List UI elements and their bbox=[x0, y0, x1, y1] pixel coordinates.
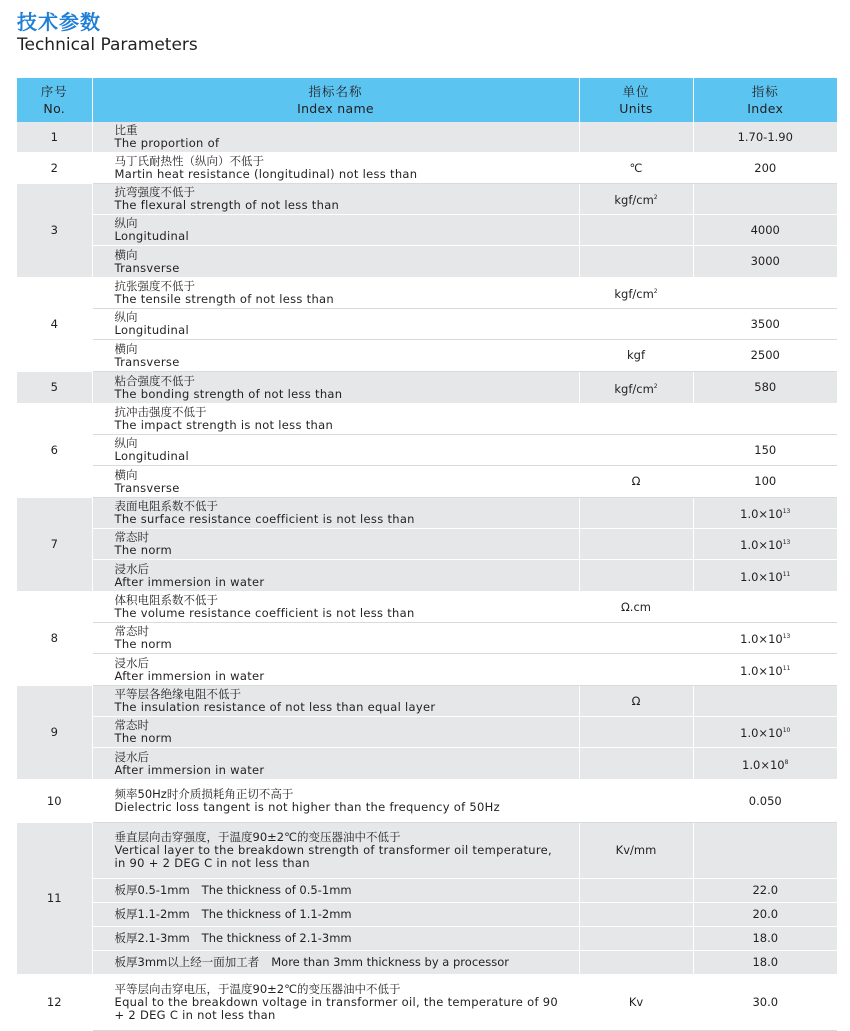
parameter-unit bbox=[579, 122, 693, 153]
parameter-value bbox=[693, 184, 837, 215]
parameter-unit bbox=[579, 529, 693, 560]
table-row bbox=[17, 748, 837, 780]
parameter-unit: kgf/$cm^2$ bbox=[579, 184, 693, 215]
table-row bbox=[17, 592, 837, 623]
parameter-unit bbox=[579, 498, 693, 529]
parameter-value: 0.050 bbox=[693, 780, 837, 823]
table-row bbox=[17, 340, 837, 372]
table-row bbox=[17, 435, 837, 466]
parameter-unit: kgf bbox=[579, 340, 693, 372]
row-number: 8 bbox=[17, 592, 92, 686]
parameter-name: 垂直层向击穿强度，于温度90±2℃的变压器油中不低于 Vertical layer to the breakdown strength of transformer oil temperature, in 90 + 2 DEG C in not less than bbox=[92, 823, 579, 879]
parameter-name: 平等层各绝缘电阻不低于 The insulation resistance of not less than equal layer bbox=[92, 686, 579, 717]
row-number: 6 bbox=[17, 404, 92, 498]
parameter-value: 150 bbox=[693, 435, 837, 466]
table-row bbox=[17, 498, 837, 529]
parameter-name: 平等层向击穿电压，于温度90±2℃的变压器油中不低于 Equal to the breakdown voltage in transformer oil, the temperature of 90 + 2 DEG C in not less than bbox=[92, 975, 579, 1031]
parameter-name: 纵向 Longitudinal bbox=[92, 435, 579, 466]
parameter-unit bbox=[579, 215, 693, 246]
row-number: 10 bbox=[17, 780, 92, 823]
parameter-name: 常态时 The norm bbox=[92, 717, 579, 748]
parameter-unit: Kv bbox=[579, 975, 693, 1031]
parameter-name: 纵向 Longitudinal bbox=[92, 309, 579, 340]
column-header-index: 指标 Index bbox=[693, 78, 837, 122]
column-header-no: 序号 No. bbox=[17, 78, 92, 122]
parameter-value bbox=[693, 278, 837, 309]
parameter-value: 100 bbox=[693, 466, 837, 498]
table-row bbox=[17, 560, 837, 592]
parameter-name: 常态时 The norm bbox=[92, 529, 579, 560]
parameter-value: $1.0\times 10^{11}$ bbox=[693, 560, 837, 592]
table-row bbox=[17, 184, 837, 215]
parameter-value bbox=[693, 404, 837, 435]
technical-parameters-table bbox=[17, 78, 837, 1031]
parameter-value: 580 bbox=[693, 372, 837, 404]
parameter-value: 3500 bbox=[693, 309, 837, 340]
parameter-unit: Ω bbox=[579, 466, 693, 498]
parameter-name: 比重 The proportion of bbox=[92, 122, 579, 153]
parameter-unit bbox=[579, 435, 693, 466]
table-row bbox=[17, 975, 837, 1031]
table-row bbox=[17, 404, 837, 435]
parameter-value: $1.0\times 10^{13}$ bbox=[693, 623, 837, 654]
column-header-index-name: 指标名称 Index name bbox=[92, 78, 579, 122]
row-number: 1 bbox=[17, 122, 92, 153]
table-header-row bbox=[17, 78, 837, 122]
parameter-name: 抗弯强度不低于 The flexural strength of not less than bbox=[92, 184, 579, 215]
table-row bbox=[17, 215, 837, 246]
parameter-value: 18.0 bbox=[693, 927, 837, 951]
parameter-value bbox=[693, 823, 837, 879]
table-row bbox=[17, 717, 837, 748]
parameter-name: 抗冲击强度不低于 The impact strength is not less than bbox=[92, 404, 579, 435]
table-row bbox=[17, 466, 837, 498]
row-number: 5 bbox=[17, 372, 92, 404]
parameter-value: 200 bbox=[693, 153, 837, 184]
parameter-value: 18.0 bbox=[693, 951, 837, 975]
parameter-value: $1.0\times 10^{10}$ bbox=[693, 717, 837, 748]
parameter-unit bbox=[579, 623, 693, 654]
parameter-name: 板厚0.5-1mm The thickness of 0.5-1mm bbox=[92, 879, 579, 903]
parameter-value: 22.0 bbox=[693, 879, 837, 903]
parameter-unit: kgf/$cm^2$ bbox=[579, 278, 693, 309]
row-number: 3 bbox=[17, 184, 92, 278]
table-row bbox=[17, 309, 837, 340]
table-row bbox=[17, 927, 837, 951]
parameter-value: 30.0 bbox=[693, 975, 837, 1031]
parameter-name: 横向 Transverse bbox=[92, 246, 579, 278]
parameter-name: 频率50Hz时介质损耗角正切不高于 Dielectric loss tangent is not higher than the frequency of 50Hz bbox=[92, 780, 579, 823]
parameter-value bbox=[693, 686, 837, 717]
page-title bbox=[17, 10, 198, 56]
parameter-value: 20.0 bbox=[693, 903, 837, 927]
parameter-value: 2500 bbox=[693, 340, 837, 372]
parameter-name: 马丁氏耐热性（纵向）不低于 Martin heat resistance (longitudinal) not less than bbox=[92, 153, 579, 184]
parameter-unit: Ω bbox=[579, 686, 693, 717]
parameter-unit bbox=[579, 309, 693, 340]
table-row bbox=[17, 686, 837, 717]
parameter-value: $1.0\times 10^{13}$ bbox=[693, 498, 837, 529]
table-row bbox=[17, 278, 837, 309]
parameter-name: 体积电阻系数不低于 The volume resistance coefficient is not less than bbox=[92, 592, 579, 623]
parameter-unit bbox=[579, 951, 693, 975]
parameter-unit bbox=[579, 654, 693, 686]
parameter-name: 粘合强度不低于 The bonding strength of not less than bbox=[92, 372, 579, 404]
parameter-value: 1.70-1.90 bbox=[693, 122, 837, 153]
parameter-value: 4000 bbox=[693, 215, 837, 246]
table-row bbox=[17, 246, 837, 278]
parameter-name: 表面电阻系数不低于 The surface resistance coefficient is not less than bbox=[92, 498, 579, 529]
parameter-name: 浸水后 After immersion in water bbox=[92, 560, 579, 592]
parameter-name: 横向 Transverse bbox=[92, 340, 579, 372]
parameter-unit: Kv/mm bbox=[579, 823, 693, 879]
row-number: 9 bbox=[17, 686, 92, 780]
parameter-name: 板厚1.1-2mm The thickness of 1.1-2mm bbox=[92, 903, 579, 927]
column-header-units: 单位 Units bbox=[579, 78, 693, 122]
parameter-name: 浸水后 After immersion in water bbox=[92, 654, 579, 686]
table-row bbox=[17, 654, 837, 686]
parameter-value bbox=[693, 592, 837, 623]
row-number: 11 bbox=[17, 823, 92, 975]
parameter-value: 3000 bbox=[693, 246, 837, 278]
table-row bbox=[17, 623, 837, 654]
row-number: 12 bbox=[17, 975, 92, 1031]
parameter-name: 抗张强度不低于 The tensile strength of not less than bbox=[92, 278, 579, 309]
parameter-value: $1.0\times 10^{13}$ bbox=[693, 529, 837, 560]
title-chinese: 技术参数 bbox=[17, 10, 101, 34]
parameter-value: $1.0\times 10^{11}$ bbox=[693, 654, 837, 686]
parameter-unit bbox=[579, 246, 693, 278]
parameter-name: 常态时 The norm bbox=[92, 623, 579, 654]
parameter-unit bbox=[579, 879, 693, 903]
parameter-name: 横向 Transverse bbox=[92, 466, 579, 498]
parameter-unit bbox=[579, 717, 693, 748]
parameter-unit bbox=[579, 560, 693, 592]
title-english: Technical Parameters bbox=[17, 35, 198, 55]
parameter-value: $1.0\times 10^8$ bbox=[693, 748, 837, 780]
parameter-unit: ℃ bbox=[579, 153, 693, 184]
parameter-name: 纵向 Longitudinal bbox=[92, 215, 579, 246]
table-row bbox=[17, 780, 837, 823]
parameter-unit: Ω.cm bbox=[579, 592, 693, 623]
parameter-name: 板厚3mm以上经一面加工者 More than 3mm thickness by a processor bbox=[92, 951, 579, 975]
table-row bbox=[17, 879, 837, 903]
row-number: 7 bbox=[17, 498, 92, 592]
parameter-unit bbox=[579, 780, 693, 823]
parameter-unit bbox=[579, 927, 693, 951]
table-row bbox=[17, 122, 837, 153]
parameter-unit bbox=[579, 903, 693, 927]
table-row bbox=[17, 823, 837, 879]
table-row bbox=[17, 153, 837, 184]
parameter-unit bbox=[579, 404, 693, 435]
row-number: 2 bbox=[17, 153, 92, 184]
table-row bbox=[17, 951, 837, 975]
table-row bbox=[17, 529, 837, 560]
parameter-unit bbox=[579, 748, 693, 780]
parameter-unit: kgf/$cm^2$ bbox=[579, 372, 693, 404]
table-row bbox=[17, 372, 837, 404]
table-row bbox=[17, 903, 837, 927]
parameter-name: 浸水后 After immersion in water bbox=[92, 748, 579, 780]
row-number: 4 bbox=[17, 278, 92, 372]
parameter-name: 板厚2.1-3mm The thickness of 2.1-3mm bbox=[92, 927, 579, 951]
